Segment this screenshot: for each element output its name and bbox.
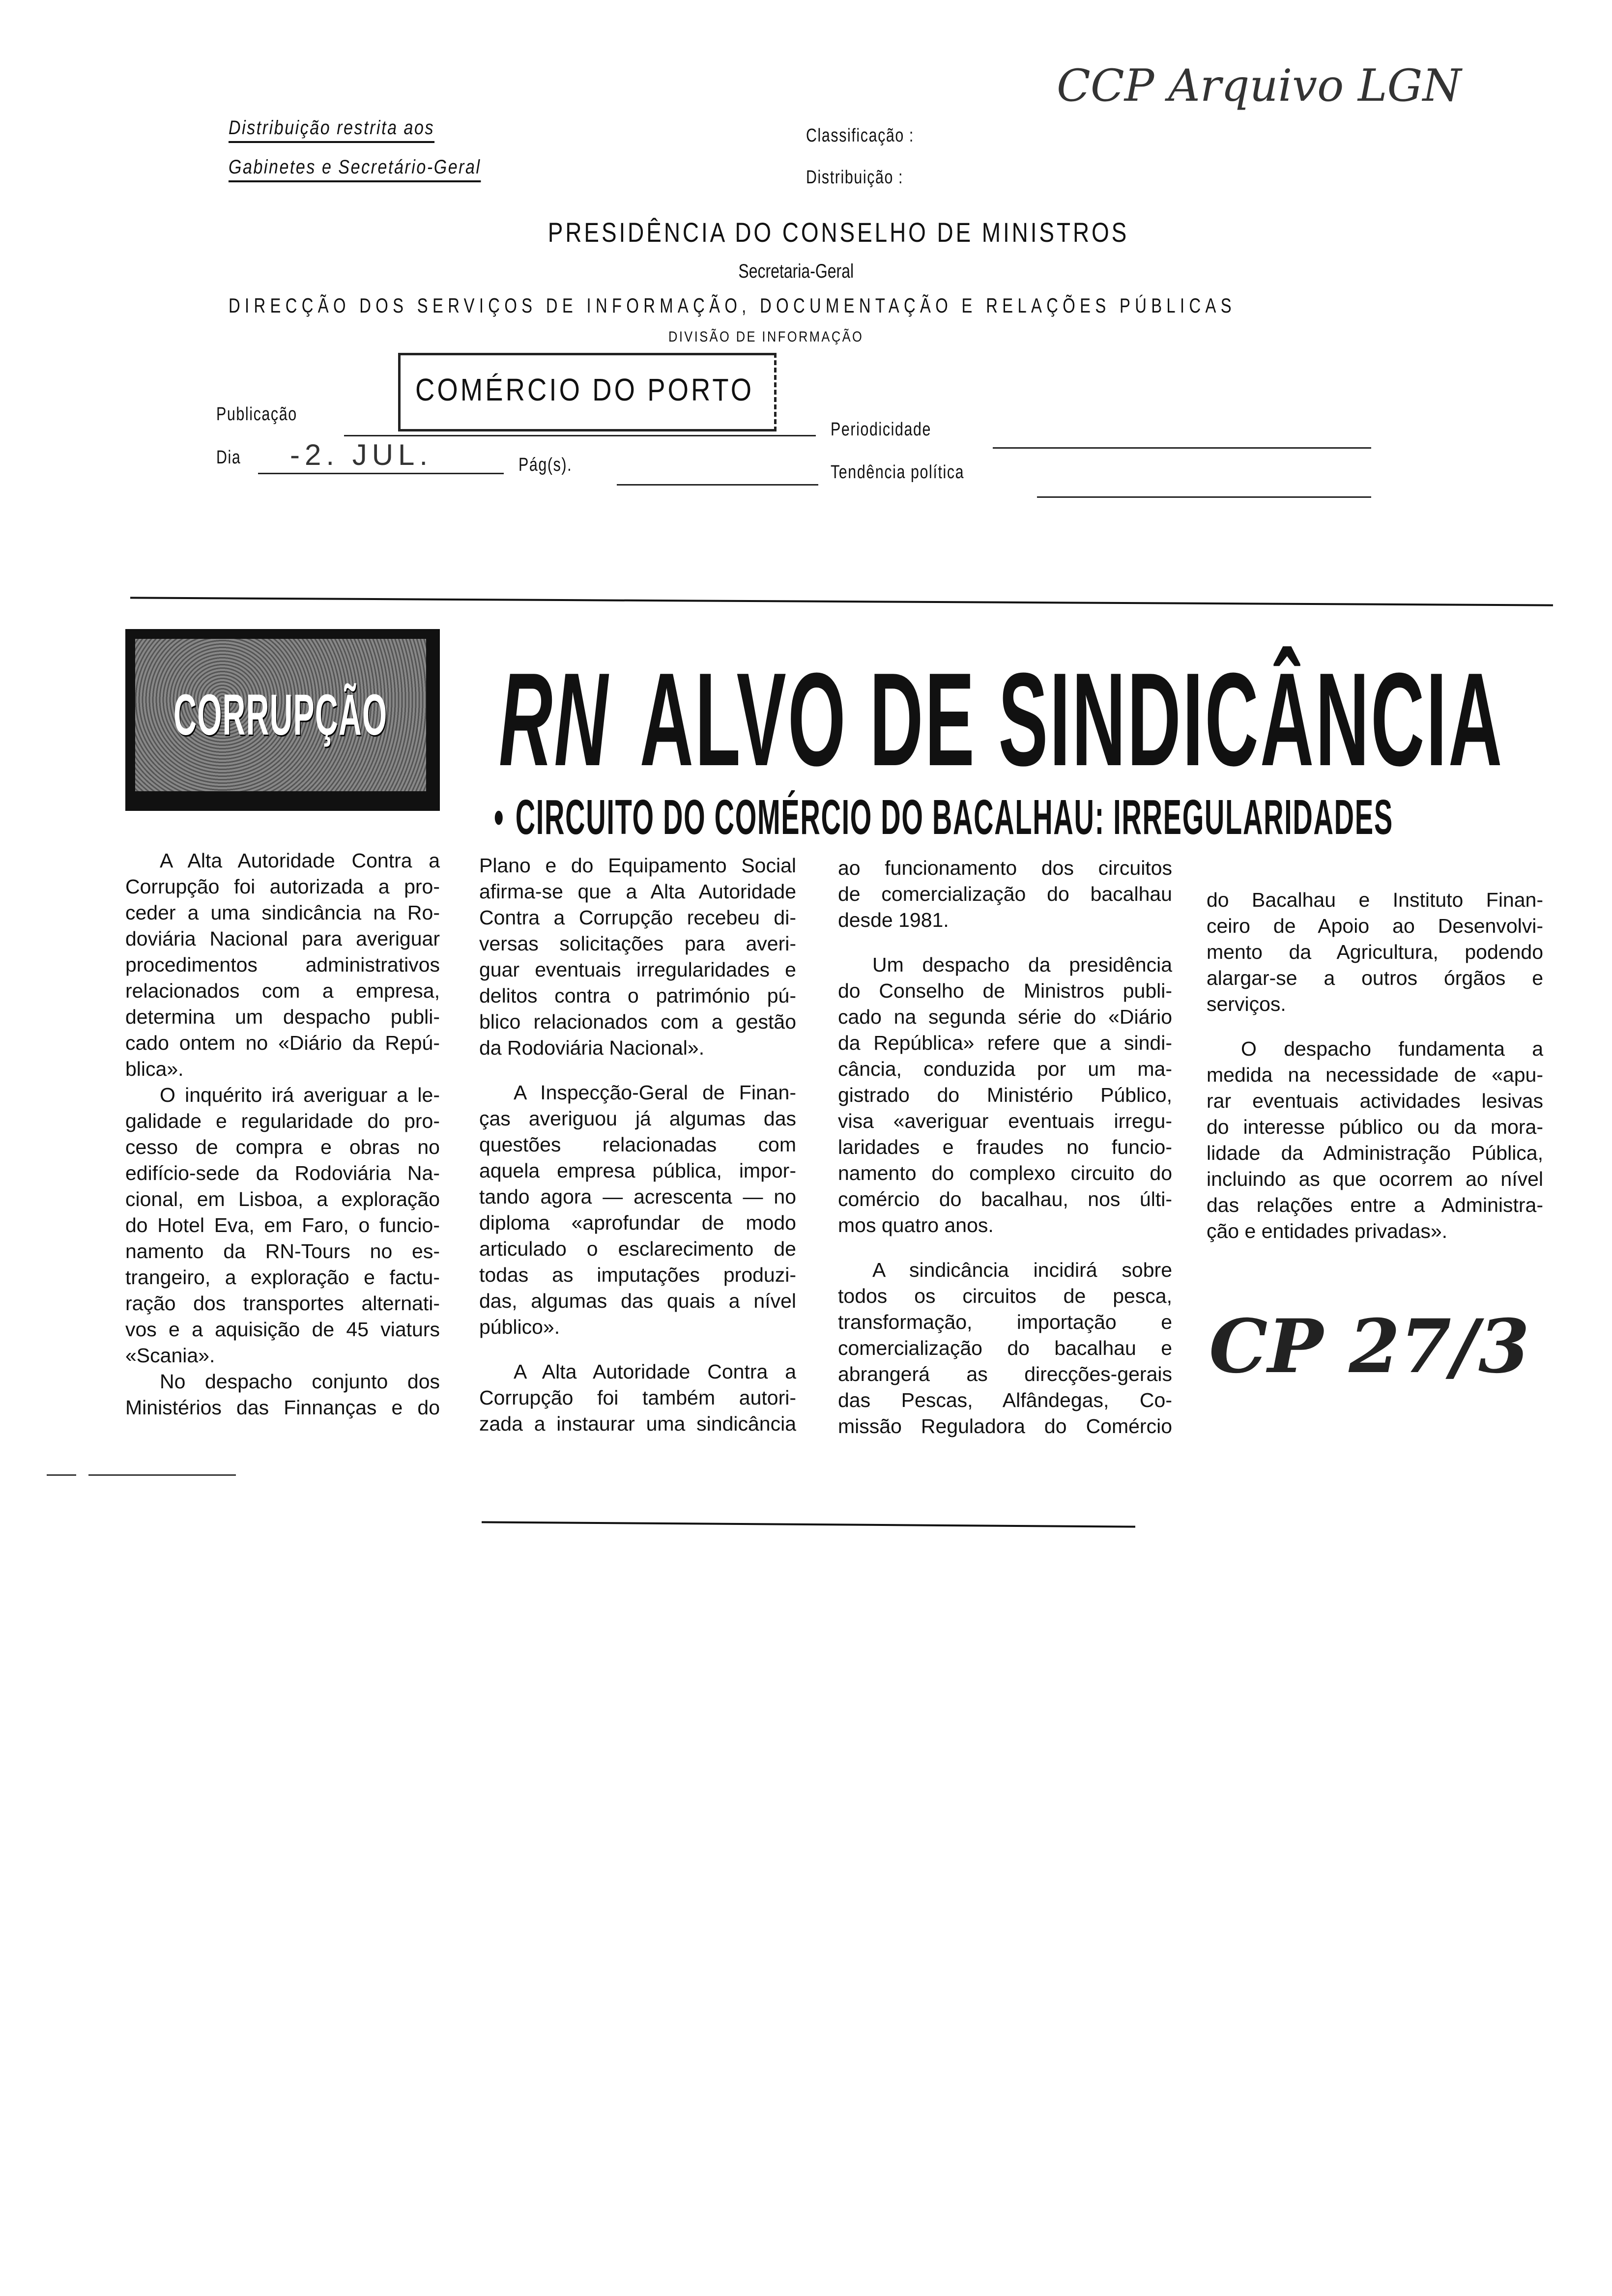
article-line: namento da RN-Tours no es- [125,1240,440,1263]
article-line: blica». [125,1058,184,1080]
org-subtitle-text: Secretaria-Geral [738,260,854,282]
article-line: delitos contra o património pú- [479,984,796,1007]
directorate-line [229,294,1520,317]
article-paragraph [1207,887,1543,1017]
article-line: A sindicância incidirá sobre [872,1259,1172,1281]
article-line: ceiro de Apoio ao Desenvolvi- [1207,915,1543,937]
article-line: trangeiro, a exploração e factu- [125,1266,440,1289]
handwritten-reference: CP 27/3 [1209,1303,1530,1390]
article-line: das Pescas, Alfândegas, Co- [838,1389,1172,1411]
article-line: missão Reguladora do Comércio [838,1415,1172,1437]
directorate-text: DIRECÇÃO DOS SERVIÇOS DE INFORMAÇÃO, DOCUMENTAÇÃO E RELAÇÕES PÚBLICAS [229,294,1236,317]
org-title-text: PRESIDÊNCIA DO CONSELHO DE MINISTROS [547,217,1129,248]
article-paragraph [838,952,1172,1238]
political-field [1037,496,1371,498]
article-line: No despacho conjunto dos [160,1370,440,1393]
periodicity-text: Periodicidade [831,419,932,440]
article-line: galidade e regularidade do pro- [125,1110,440,1132]
distribution-text: Distribuição : [806,167,904,188]
article-line: das relações entre a Administra- [1207,1194,1543,1216]
article-line: questões relacionadas com [479,1133,796,1156]
day-text: Dia [216,447,241,468]
article-line: versas solicitações para averi- [479,932,796,955]
article-paragraph [479,1080,796,1340]
article-line: «Scania». [125,1344,215,1367]
article-line: Corrupção foi também autori- [479,1386,796,1409]
article-line: namento do complexo circuito do [838,1162,1172,1184]
division-text: DIVISÃO DE INFORMAÇÃO [668,329,864,345]
classification-label [806,125,941,146]
article-line: da República» refere que a sindi- [838,1032,1172,1054]
periodicity-label [831,419,956,440]
article-line: das, algumas das quais a nível [479,1290,796,1312]
article-line: mos quatro anos. [838,1214,994,1236]
article-line: comércio do bacalhau, nos últi- [838,1188,1172,1210]
org-subtitle [649,260,944,283]
article-line: determina um despacho publi- [125,1005,440,1028]
article-line: blico relacionados com a gestão [479,1010,796,1033]
top-rule [130,597,1553,606]
article-line: comercialização do bacalhau e [838,1337,1172,1359]
badge-halftone [135,639,426,791]
distribution-label [806,167,928,188]
article-paragraph [479,1359,796,1437]
headline-text: ALVO DE SINDICÂNCIA [639,646,1504,794]
headline-prefix: RN [499,646,610,794]
article-line: todos os circuitos de pesca, [838,1285,1172,1307]
article-line: ceder a uma sindicância na Ro- [125,901,440,924]
article-line: guar eventuais irregularidades e [479,958,796,981]
day-label [216,447,247,468]
stamp-text: COMÉRCIO DO PORTO [415,372,754,407]
article-line: cional, em Lisboa, a exploração [125,1188,440,1210]
article-line: Corrupção foi autorizada a pro- [125,875,440,898]
article-line: abrangerá as direcções-gerais [838,1363,1172,1385]
article-line: A Alta Autoridade Contra a [514,1360,796,1383]
article-line: doviária Nacional para averiguar [125,927,440,950]
article-column-2 [479,853,796,1437]
classification-text: Classificação : [806,125,914,146]
article-line: do Hotel Eva, em Faro, o funcio- [125,1214,440,1236]
article-line: Ministérios das Finnanças e do [125,1396,440,1419]
article-paragraph [838,855,1172,933]
article-line: mento da Agricultura, podendo [1207,941,1543,963]
article-line: aquela empresa pública, impor- [479,1159,796,1182]
article-paragraph [479,853,796,1061]
political-label [831,462,998,483]
bottom-rule [482,1521,1135,1527]
headline [499,646,1612,794]
article-line: procedimentos administrativos [125,953,440,976]
article-line: A Inspecção-Geral de Finan- [514,1081,796,1104]
article-line: afirma-se que a Alta Autoridade [479,880,796,903]
margin-mark-2 [88,1474,236,1476]
subheadline-text: CIRCUITO DO COMÉRCIO DO BACALHAU: IRREGULARIDADES [515,790,1393,845]
article-line: do interesse público ou da mora- [1207,1116,1543,1138]
article-line: rar eventuais actividades lesivas [1207,1090,1543,1112]
division-label [668,328,898,346]
article-line: cância, conduzida por um ma- [838,1058,1172,1080]
article-line: transformação, importação e [838,1311,1172,1333]
article-line: da Rodoviária Nacional». [479,1036,705,1059]
article-column-3 [838,855,1172,1439]
article-line: do Bacalhau e Instituto Finan- [1207,889,1543,911]
article-paragraph [125,1369,440,1421]
margin-mark-1 [47,1474,76,1476]
org-title [484,216,1129,248]
article-line: do Conselho de Ministros publi- [838,979,1172,1002]
article-paragraph [838,1257,1172,1439]
day-value-stamp: -2. JUL. [290,438,433,471]
article-line: A Alta Autoridade Contra a [160,849,440,872]
article-line: serviços. [1207,993,1286,1015]
article-line: cesso de compra e obras no [125,1136,440,1158]
day-field [258,473,504,474]
article-line: público». [479,1316,560,1338]
publication-text: Publicação [216,404,297,425]
publication-stamp [398,353,777,431]
restricted-distribution-line1 [229,117,471,143]
article-line: lidade da Administração Pública, [1207,1142,1543,1164]
article-line: todas as imputações produzi- [479,1263,796,1286]
article-line: cado ontem no «Diário da Repú- [125,1032,440,1054]
article-line: cado na segunda série do «Diário [838,1005,1172,1028]
article-line: relacionados com a empresa, [125,979,440,1002]
subheadline [494,790,1612,844]
article-line: O despacho fundamenta a [1241,1037,1543,1060]
article-line: ças averiguou já algumas das [479,1107,796,1130]
article-line: Plano e do Equipamento Social [479,854,796,877]
article-line: ao funcionamento dos circuitos [838,857,1172,879]
section-badge-text: CORRUPÇÃO [173,683,388,747]
political-text: Tendência política [831,462,965,483]
bullet-icon: • [494,790,505,845]
article-line: edifício-sede da Rodoviária Na- [125,1162,440,1184]
restricted-distribution-line2 [229,156,525,182]
article-line: desde 1981. [838,909,949,931]
article-line: zada a instaurar uma sindicância [479,1412,796,1435]
article-line: visa «averiguar eventuais irregu- [838,1110,1172,1132]
section-badge [125,629,440,811]
pages-label [518,455,585,476]
article-paragraph [125,848,440,1082]
restricted-text-2: Gabinetes e Secretário-Geral [229,156,481,182]
article-line: articulado o esclarecimento de [479,1237,796,1260]
article-line: laridades e fraudes no funcio- [838,1136,1172,1158]
article-paragraph [125,1082,440,1369]
article-column-1 [125,848,440,1421]
article-line: gistrado do Ministério Público, [838,1084,1172,1106]
article-paragraph [1207,1036,1543,1244]
handwritten-archive-note: CCP Arquivo LGN [1057,60,1462,112]
article-line: tando agora — acrescenta — no [479,1185,796,1208]
article-line: alargar-se a outros órgãos e [1207,967,1543,989]
restricted-text-1: Distribuição restrita aos [229,117,434,143]
article-line: ração dos transportes alternati- [125,1292,440,1315]
article-line: de comercialização do bacalhau [838,883,1172,905]
article-line: medida na necessidade de «apu- [1207,1063,1543,1086]
article-column-4 [1207,887,1543,1244]
article-line: vos e a aquisição de 45 viaturs [125,1318,440,1341]
article-line: ção e entidades privadas». [1207,1220,1448,1242]
article-line: incluindo as que ocorrem ao nível [1207,1168,1543,1190]
publication-field [344,435,816,436]
article-line: Um despacho da presidência [872,953,1172,976]
article-line: O inquérito irá averiguar a le- [160,1084,440,1106]
periodicity-field [993,447,1371,449]
publication-label [216,404,317,425]
pages-field [617,484,818,486]
pages-text: Pág(s). [518,455,573,475]
article-line: Contra a Corrupção recebeu di- [479,906,796,929]
article-line: diploma «aprofundar de modo [479,1211,796,1234]
